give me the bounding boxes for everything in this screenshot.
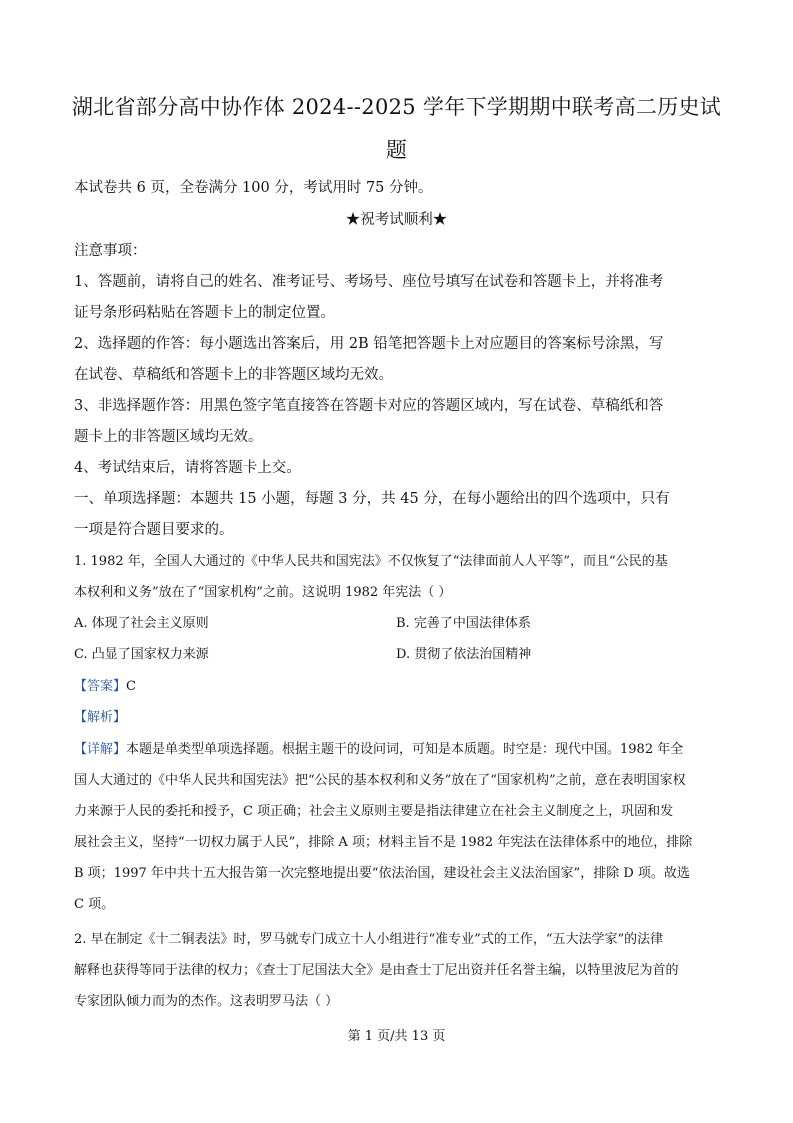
detail-text: 本题是单类型单项选择题。根据主题干的设问词，可知是本质题。时空是：现代中国。1982 年全 [126,742,684,757]
notice-line: 4、考试结束后，请将答题卡上交。 [74,460,301,476]
detail-line: 展社会主义，坚持“一切权力属于人民”，排除 A 项；材料主旨不是 1982 年宪法在法律体系中的地位，排除 [74,835,693,850]
section-heading: 一、单项选择题：本题共 15 小题，每题 3 分，共 45 分，在每小题给出的四个选项中，只有 [74,491,670,507]
exam-title-line-2: 题 [385,138,408,162]
detail-line: 国人大通过的《中华人民共和国宪法》把“公民的基本权利和义务”放在了“国家机构”之前，意在表明国家权 [74,773,686,788]
good-luck-line: ★祝考试顺利★ [345,212,448,228]
answer-value: C [126,679,136,694]
option-a: A. 体现了社会主义原则 [74,616,209,631]
section-heading: 一项是符合题目要求的。 [74,522,234,538]
analysis-label: 【解析】 [74,710,127,725]
detail-label: 【详解】 [74,742,127,757]
exam-title-line-1: 湖北省部分高中协作体 2024--2025 学年下学期期中联考高二历史试 [71,95,722,119]
notice-line: 证号条形码粘贴在答题卡上的制定位置。 [74,305,335,321]
notice-line: 题卡上的非答题区域均无效。 [74,429,263,445]
question-2-stem: 解释也获得等同于法律的权力；《查士丁尼国法大全》是由查士丁尼出资并任名誉主编，以特里波尼为首的 [74,963,679,978]
answer-label: 【答案】 [74,679,127,694]
question-2-stem: 专家团队倾力而为的杰作。这表明罗马法（ ） [74,994,339,1009]
notice-line: 2、选择题的作答：每小题选出答案后，用 2B 铅笔把答题卡上对应题目的答案标号涂黑，写 [74,336,664,352]
notice-line: 在试卷、草稿纸和答题卡上的非答题区域均无效。 [74,367,393,383]
notice-heading: 注意事项： [74,243,147,259]
analysis-line [74,708,724,728]
option-c: C. 凸显了国家权力来源 [74,647,209,662]
exam-intro: 本试卷共 6 页，全卷满分 100 分，考试用时 75 分钟。 [74,180,433,196]
option-d: D. 贯彻了依法治国精神 [396,647,532,662]
question-1-stem: 本权利和义务”放在了“国家机构”之前。这说明 1982 年宪法（ ） [74,585,452,600]
detail-line [74,740,724,760]
page-footer: 第 1 页/共 13 页 [347,1029,446,1044]
notice-line: 3、非选择题作答：用黑色签字笔直接答在答题卡对应的答题区域内，写在试卷、草稿纸和答 [74,398,664,414]
answer-line [74,677,724,697]
notice-line: 1、答题前，请将自己的姓名、准考证号、考场号、座位号填写在试卷和答题卡上，并将准考 [74,274,664,290]
option-b: B. 完善了中国法律体系 [396,616,531,631]
detail-line: 力来源于人民的委托和授予，C 项正确；社会主义原则主要是指法律建立在社会主义制度之上，巩固和发 [74,804,674,819]
detail-line: C 项。 [74,897,115,912]
question-2-stem: 2. 早在制定《十二铜表法》时，罗马就专门成立十人小组进行“准专业”式的工作，“五大法学家”的法律 [74,932,664,947]
question-1-stem: 1. 1982 年，全国人大通过的《中华人民共和国宪法》不仅恢复了“法律面前人人平等”，而且“公民的基 [74,554,668,569]
detail-line: B 项；1997 年中共十五大报告第一次完整地提出要“依法治国，建设社会主义法治国家”，排除 D 项。故选 [74,866,690,881]
